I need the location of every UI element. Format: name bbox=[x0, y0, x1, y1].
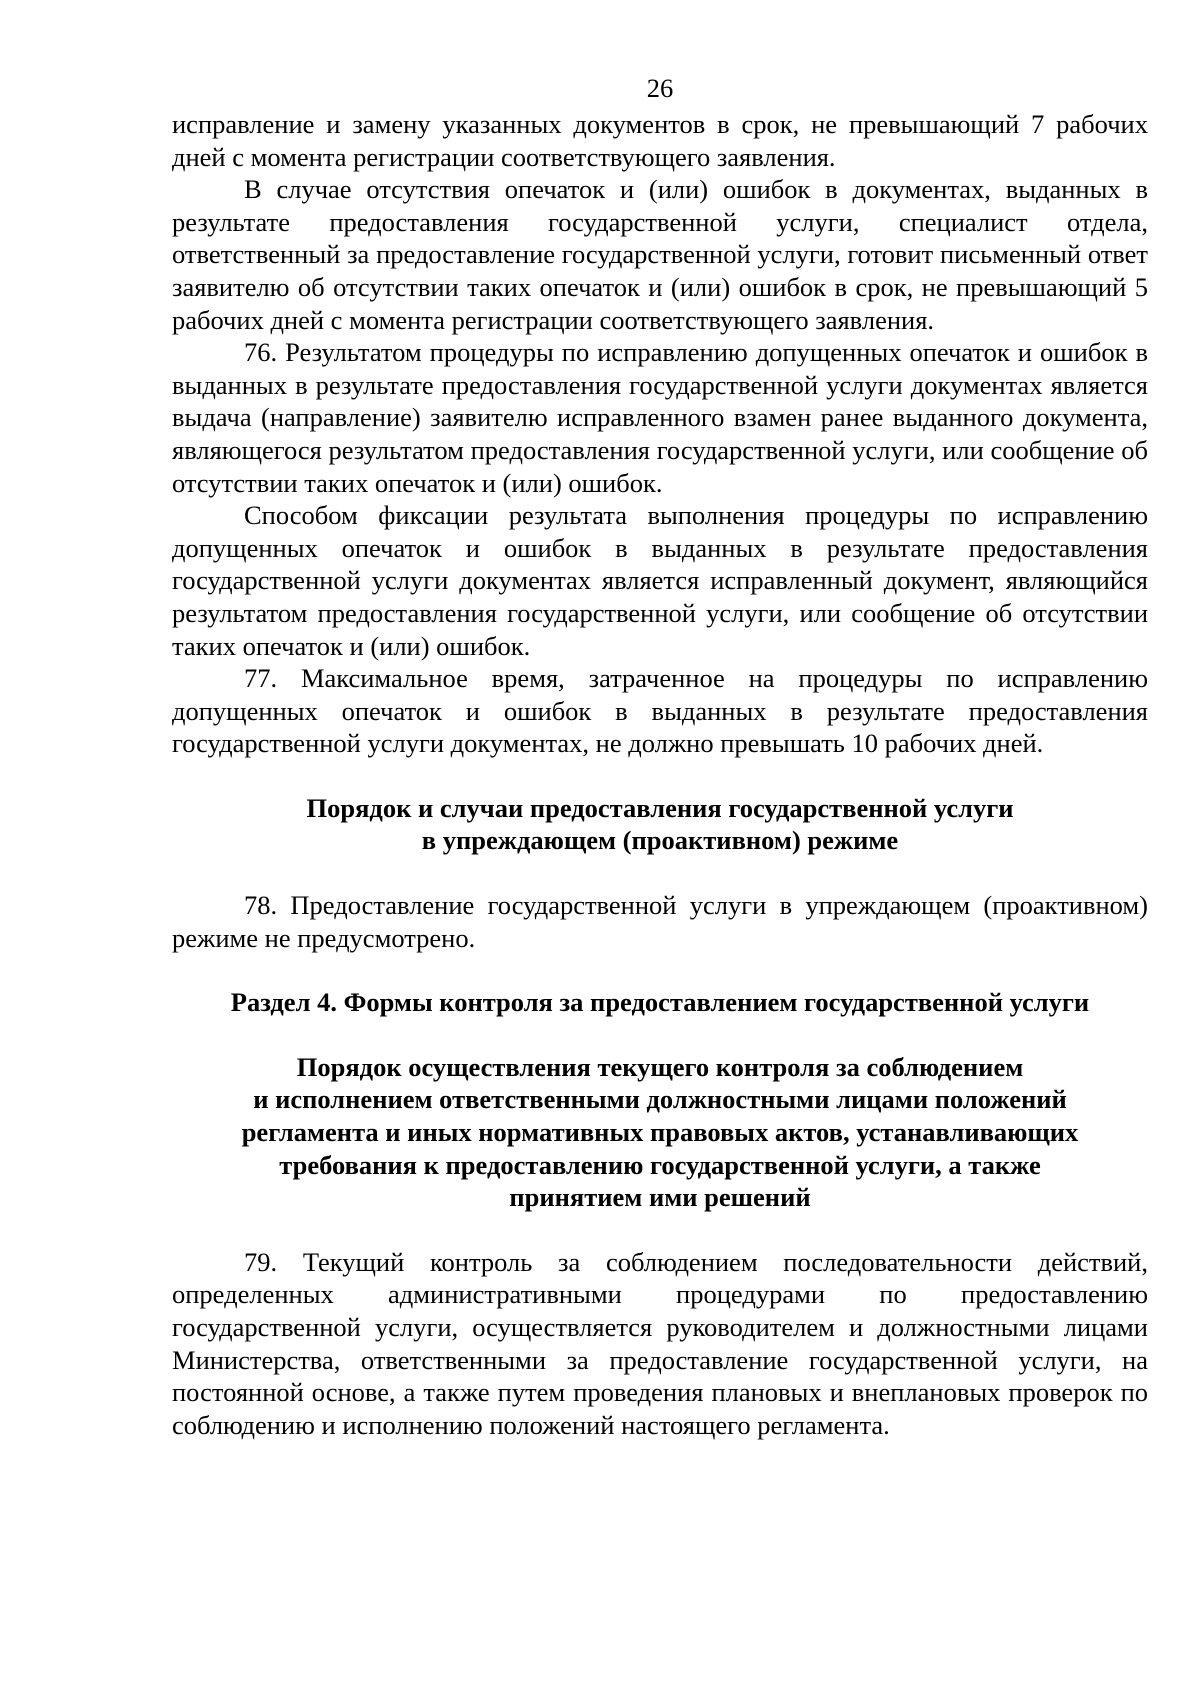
heading-control-line-2: и исполнением ответственными должностными лицами положений bbox=[253, 1084, 1067, 1115]
heading-proactive-mode bbox=[172, 792, 1148, 857]
paragraph-no-errors: В случае отсутствия опечаток и (или) ошибок в документах, выданных в результате предоставления государственной услуги, специалист отдела, ответственный за предоставление государственной услуги, готовит письменный ответ заявителю об отсутствии таких опечаток и (или) ошибок в срок, не превышающий 5 рабочих дней с момента регистрации соответствующего заявления. bbox=[172, 174, 1148, 335]
paragraph-continuation: исправление и замену указанных документов в срок, не превышающий 7 рабочих дней с момента регистрации соответствующего заявления. bbox=[172, 109, 1148, 172]
paragraph-76: 76. Результатом процедуры по исправлению допущенных опечаток и ошибок в выданных в результате предоставления государственной услуги документах является выдача (направление) заявителю исправленного взамен ранее выданного документа, являющегося результатом предоставления государственной услуги, или сообщение об отсутствии таких опечаток и (или) ошибок. bbox=[172, 337, 1148, 498]
heading-control-line-3: регламента и иных нормативных правовых актов, устанавливающих bbox=[241, 1117, 1079, 1148]
heading-current-control bbox=[172, 1051, 1148, 1214]
page-number: 26 bbox=[646, 73, 674, 103]
page-content bbox=[172, 72, 1148, 1441]
paragraph-79: 79. Текущий контроль за соблюдением последовательности действий, определенных административными процедурами по предоставлению государственной услуги, осуществляется руководителем и должностными лицами Министерства, ответственными за предоставление государственной услуги, на постоянной основе, а также путем проведения плановых и внеплановых проверок по соблюдению и исполнению положений настоящего регламента. bbox=[172, 1246, 1148, 1440]
paragraph-fixation-method: Способом фиксации результата выполнения процедуры по исправлению допущенных опечаток и ошибок в выданных в результате предоставления государственной услуги документах является исправленный документ, являющийся результатом предоставления государственной услуги, или сообщение об отсутствии таких опечаток и (или) ошибок. bbox=[172, 500, 1148, 661]
heading-control-line-4: требования к предоставлению государственной услуги, а также bbox=[279, 1149, 1041, 1180]
paragraph-77: 77. Максимальное время, затраченное на процедуры по исправлению допущенных опечаток и ошибок в выданных в результате предоставления государственной услуги документах, не должно превышать 10 рабочих дней. bbox=[172, 663, 1148, 759]
heading-proactive-line-2: в упреждающем (проактивном) режиме bbox=[421, 825, 899, 856]
heading-control-line-1: Порядок осуществления текущего контроля за соблюдением bbox=[296, 1051, 1024, 1082]
heading-control-line-5: принятием ими решений bbox=[509, 1182, 811, 1213]
paragraph-78: 78. Предоставление государственной услуги в упреждающем (проактивном) режиме не предусмотрено. bbox=[172, 890, 1148, 953]
section-4-title: Раздел 4. Формы контроля за предоставлением государственной услуги bbox=[230, 987, 1090, 1018]
heading-proactive-line-1: Порядок и случаи предоставления государственной услуги bbox=[306, 792, 1014, 823]
